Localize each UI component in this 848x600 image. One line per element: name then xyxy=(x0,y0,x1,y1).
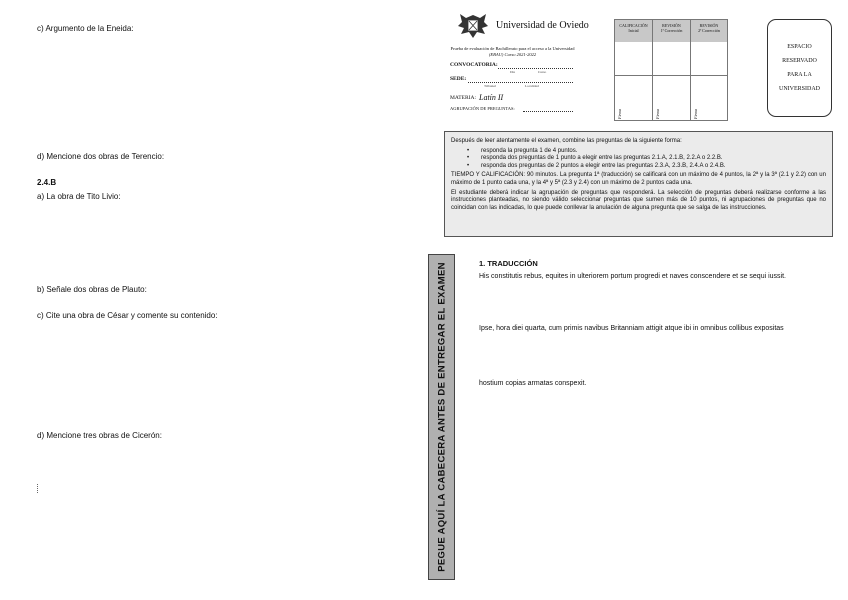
instructions-tiempo: TIEMPO Y CALIFICACIÓN: 90 minutos. La pregunta 1ª (traducción) se calificará con un máximo de 4 puntos, la 2ª y la 3ª (2.1 y 2.2) con un máximo de 1 punto cada una, y la 4ª y 5ª (2.3 y 2.4) con un máximo de 2 puntos cada una. xyxy=(451,172,826,186)
grading-row-divider xyxy=(615,75,727,76)
university-crest-icon xyxy=(454,12,492,40)
traduccion-title: 1. TRADUCCIÓN xyxy=(479,259,538,268)
instructions-intro: Después de leer atentamente el examen, combine las preguntas de la siguiente forma: xyxy=(451,138,682,144)
instructions-bullet-1: • responda la pregunta 1 de 4 puntos. xyxy=(469,148,826,156)
agrupacion-field[interactable] xyxy=(523,106,573,112)
question-tito-livio: a) La obra de Tito Livio: xyxy=(37,192,121,201)
sede-label: SEDE: xyxy=(450,76,467,82)
exam-subtitle-line1: Prueba de evaluación de Bachillerato para el acceso a la Universidad xyxy=(450,46,575,51)
grading-header-sub: 1ª Corrección xyxy=(660,28,683,33)
question-plauto: b) Señale dos obras de Plauto: xyxy=(37,285,147,294)
convocatoria-sublabels: Día Curso xyxy=(510,70,547,74)
sede-field[interactable] xyxy=(468,76,573,83)
exam-subtitle-line2: (EBAU) Curso 2021-2022 xyxy=(488,51,537,57)
firma-label-2: Firma xyxy=(655,109,660,119)
question-terencio: d) Mencione dos obras de Terencio: xyxy=(37,152,165,161)
traduccion-line-1: His constitutis rebus, equites in ulteriorem portum progredi et naves conscendere et se sequi iussit. xyxy=(479,273,786,280)
traduccion-line-3: hostium copias armatas conspexit. xyxy=(479,380,587,387)
grading-header-title: REVISIÓN xyxy=(699,23,719,28)
traduccion-line-2: Ipse, hora diei quarta, cum primis navibus Britanniam attigit atque ibi in omnibus collibus expositas xyxy=(479,325,784,332)
paste-header-banner-text: PEGUE AQUÍ LA CABECERA ANTES DE ENTREGAR EL EXAMEN xyxy=(436,262,447,572)
grading-header-revision-2 xyxy=(691,20,727,42)
reserved-line-2: RESERVADO xyxy=(782,58,817,64)
convocatoria-field[interactable] xyxy=(498,62,573,69)
grading-header-title: REVISIÓN xyxy=(662,23,681,28)
grading-table xyxy=(614,19,728,121)
question-cesar: c) Cite una obra de César y comente su contenido: xyxy=(37,311,218,320)
grading-header-sub: Inicial xyxy=(628,28,639,33)
section-2-4-b: 2.4.B xyxy=(37,178,57,187)
grading-header-sub: 2ª Corrección xyxy=(698,28,720,33)
question-eneida: c) Argumento de la Eneida: xyxy=(37,24,134,33)
firma-label-3: Firma xyxy=(693,109,698,119)
grading-header-revision-1 xyxy=(653,20,691,42)
instructions-list xyxy=(469,148,826,171)
instructions-bullet-2: • responda dos preguntas de 1 punto a elegir entre las preguntas 2.1.A, 2.1.B, 2.2.A o 2.2.B. xyxy=(469,155,826,163)
exam-subtitle xyxy=(450,46,575,57)
materia-value: Latín II xyxy=(479,93,504,102)
materia-label: MATERIA: xyxy=(450,95,476,101)
firma-label-1: Firma xyxy=(617,109,622,119)
grading-header-title: CALIFICACIÓN xyxy=(619,23,648,28)
sede-sublabels: Tribunal Localidad xyxy=(484,84,539,88)
grading-header-inicial xyxy=(615,20,653,42)
reserved-line-4: UNIVERSIDAD xyxy=(779,86,820,92)
agrupacion-label: AGRUPACIÓN DE PREGUNTAS: xyxy=(450,106,515,111)
reserved-university-box xyxy=(767,19,832,117)
paste-header-banner xyxy=(428,254,455,580)
instructions-box xyxy=(444,131,833,237)
university-name: Universidad de Oviedo xyxy=(496,20,589,31)
convocatoria-label: CONVOCATORIA: xyxy=(450,62,498,68)
instructions-bullet-3: • responda dos preguntas de 2 puntos a elegir entre las preguntas 2.3.A, 2.3.B, 2.4.A o 2.4.B. xyxy=(469,163,826,171)
instructions-nota: El estudiante deberá indicar la agrupación de preguntas que responderá. La selección de preguntas deberá realizarse conforme a las instrucciones planteadas, no siendo válido seleccionar preguntas que sumen más de 10 puntos, ni agrupaciones de preguntas que no coincidan con las indicadas, lo que puede conllevar la anulación de alguna pregunta que se salga de las instrucciones. xyxy=(451,189,826,211)
text-cursor-mark xyxy=(37,484,39,493)
reserved-line-3: PARA LA xyxy=(787,72,812,78)
reserved-line-1: ESPACIO xyxy=(787,44,812,50)
question-ciceron: d) Mencione tres obras de Cicerón: xyxy=(37,431,162,440)
